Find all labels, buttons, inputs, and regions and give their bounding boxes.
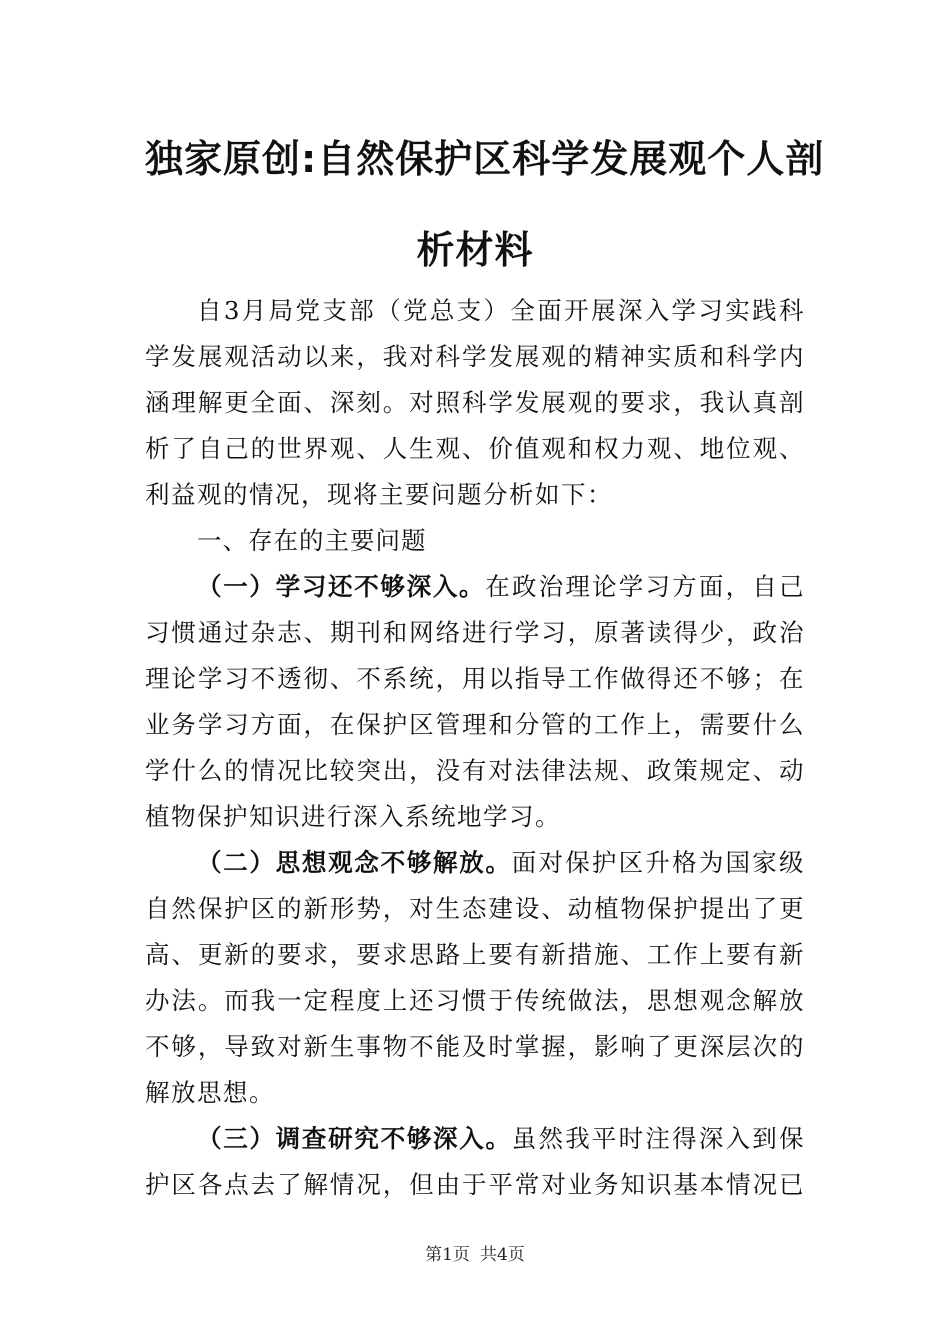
item-2-line: 解放思想。: [145, 1078, 275, 1107]
item-1-line: 习惯通过杂志、期刊和网络进行学习，原著读得少，政治: [145, 618, 805, 647]
item-3-first-line-text: 虽然我平时注得深入到保: [511, 1124, 805, 1153]
page-total: 共4页: [480, 1245, 525, 1265]
section-heading: 一、存在的主要问题: [197, 526, 427, 555]
intro-line: 析了自己的世界观、人生观、价值观和权力观、地位观、: [145, 434, 805, 463]
item-2-first-line-text: 面对保护区升格为国家级: [511, 848, 805, 877]
item-1-heading: （一）学习还不够深入。: [197, 572, 486, 601]
item-2-heading: （二）思想观念不够解放。: [197, 848, 512, 877]
item-3-heading: （三）调查研究不够深入。: [197, 1124, 512, 1153]
page-footer: [0, 1240, 950, 1265]
document-title-line-1: 独家原创:自然保护区科学发展观个人剖: [145, 137, 825, 181]
intro-line: 学发展观活动以来，我对科学发展观的精神实质和科学内: [145, 342, 805, 371]
item-3-first-line: [145, 1116, 805, 1162]
item-1-line: 理论学习不透彻、不系统，用以指导工作做得还不够；在: [145, 664, 805, 693]
item-2-first-line: [145, 840, 805, 886]
item-1-line: 学什么的情况比较突出，没有对法律法规、政策规定、动: [145, 756, 805, 785]
intro-line: 利益观的情况，现将主要问题分析如下：: [145, 480, 613, 509]
page-number: 第1页: [425, 1245, 470, 1265]
document-body: [145, 288, 805, 1208]
item-2-line: 办法。而我一定程度上还习惯于传统做法，思想观念解放: [145, 986, 805, 1015]
item-1-line: 业务学习方面，在保护区管理和分管的工作上，需要什么: [145, 710, 805, 739]
item-1-first-line: [145, 564, 805, 610]
item-2-line: 自然保护区的新形势，对生态建设、动植物保护提出了更: [145, 894, 805, 923]
item-3-line: 护区各点去了解情况，但由于平常对业务知识基本情况已: [145, 1170, 805, 1199]
item-2-line: 不够，导致对新生事物不能及时掌握，影响了更深层次的: [145, 1032, 805, 1061]
item-1-first-line-text: 在政治理论学习方面，自己: [485, 572, 805, 601]
intro-line: 自3月局党支部（党总支）全面开展深入学习实践科: [197, 296, 805, 325]
document-title-line-2: 析材料: [416, 228, 534, 272]
intro-line: 涵理解更全面、深刻。对照科学发展观的要求，我认真剖: [145, 388, 805, 417]
item-2-line: 高、更新的要求，要求思路上要有新措施、工作上要有新: [145, 940, 805, 969]
item-1-line: 植物保护知识进行深入系统地学习。: [145, 802, 561, 831]
